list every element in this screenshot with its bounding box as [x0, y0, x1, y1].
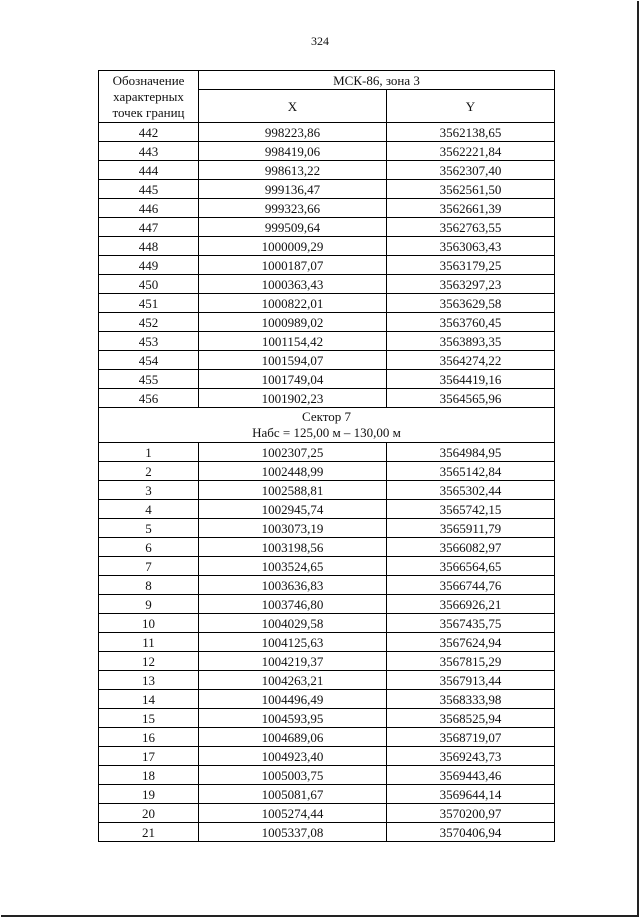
- y-value-cell: 3563063,43: [387, 237, 555, 256]
- x-value-cell: 1005081,67: [199, 785, 387, 804]
- coordinates-table: [98, 70, 555, 842]
- x-value-cell: 1005274,44: [199, 804, 387, 823]
- x-value-cell: 1003198,56: [199, 538, 387, 557]
- point-label-line-1: Обозначение: [112, 72, 185, 88]
- table-row: [99, 481, 555, 500]
- point-id-cell: 6: [99, 538, 199, 557]
- point-id-cell: 1: [99, 443, 199, 462]
- point-id-cell: 8: [99, 576, 199, 595]
- y-value-cell: 3562307,40: [387, 161, 555, 180]
- table-row: [99, 462, 555, 481]
- table-row: [99, 332, 555, 351]
- table-row: [99, 389, 555, 408]
- point-id-cell: 451: [99, 294, 199, 313]
- x-value-cell: 1004496,49: [199, 690, 387, 709]
- x-value-cell: 1002448,99: [199, 462, 387, 481]
- y-value-cell: 3564419,16: [387, 370, 555, 389]
- x-value-cell: 1003524,65: [199, 557, 387, 576]
- x-value-cell: 1004923,40: [199, 747, 387, 766]
- x-value-cell: 998419,06: [199, 142, 387, 161]
- coordinate-system-header: МСК-86, зона 3: [199, 71, 555, 90]
- y-value-cell: 3565742,15: [387, 500, 555, 519]
- point-id-cell: 454: [99, 351, 199, 370]
- table-row: [99, 595, 555, 614]
- table-row: [99, 180, 555, 199]
- x-value-cell: 1002307,25: [199, 443, 387, 462]
- table-row: [99, 728, 555, 747]
- table-row: [99, 237, 555, 256]
- x-value-cell: 999323,66: [199, 199, 387, 218]
- point-id-cell: 21: [99, 823, 199, 842]
- point-id-cell: 11: [99, 633, 199, 652]
- y-value-cell: 3564984,95: [387, 443, 555, 462]
- table-row: [99, 671, 555, 690]
- table-row: [99, 294, 555, 313]
- table-row: [99, 652, 555, 671]
- y-value-cell: 3567624,94: [387, 633, 555, 652]
- point-id-cell: 18: [99, 766, 199, 785]
- table-row: [99, 633, 555, 652]
- sector-title: Сектор 7: [301, 409, 351, 424]
- table-row: [99, 161, 555, 180]
- x-value-cell: 1004593,95: [199, 709, 387, 728]
- y-value-cell: 3563893,35: [387, 332, 555, 351]
- header-row-1: [99, 71, 555, 90]
- y-value-cell: 3562221,84: [387, 142, 555, 161]
- point-id-cell: 446: [99, 199, 199, 218]
- table-row: [99, 123, 555, 142]
- x-value-cell: 1002588,81: [199, 481, 387, 500]
- sector-row: [99, 408, 555, 443]
- y-column-header: Y: [387, 90, 555, 123]
- y-value-cell: 3567435,75: [387, 614, 555, 633]
- point-label-header: [99, 71, 199, 123]
- x-value-cell: 998613,22: [199, 161, 387, 180]
- point-id-cell: 456: [99, 389, 199, 408]
- table-row: [99, 256, 555, 275]
- point-id-cell: 17: [99, 747, 199, 766]
- point-id-cell: 13: [99, 671, 199, 690]
- y-value-cell: 3567913,44: [387, 671, 555, 690]
- point-id-cell: 10: [99, 614, 199, 633]
- table-row: [99, 614, 555, 633]
- point-id-cell: 3: [99, 481, 199, 500]
- y-value-cell: 3562138,65: [387, 123, 555, 142]
- x-value-cell: 1002945,74: [199, 500, 387, 519]
- table-row: [99, 142, 555, 161]
- point-id-cell: 7: [99, 557, 199, 576]
- x-value-cell: 1004689,06: [199, 728, 387, 747]
- table-row: [99, 823, 555, 842]
- table-row: [99, 576, 555, 595]
- y-value-cell: 3563179,25: [387, 256, 555, 275]
- point-id-cell: 20: [99, 804, 199, 823]
- x-value-cell: 1004125,63: [199, 633, 387, 652]
- y-value-cell: 3570200,97: [387, 804, 555, 823]
- y-value-cell: 3566926,21: [387, 595, 555, 614]
- y-value-cell: 3566082,97: [387, 538, 555, 557]
- rows-group-b: [99, 443, 555, 842]
- x-value-cell: 1005003,75: [199, 766, 387, 785]
- point-id-cell: 445: [99, 180, 199, 199]
- y-value-cell: 3567815,29: [387, 652, 555, 671]
- point-id-cell: 442: [99, 123, 199, 142]
- rows-group-a: [99, 123, 555, 408]
- y-value-cell: 3562661,39: [387, 199, 555, 218]
- y-value-cell: 3569644,14: [387, 785, 555, 804]
- y-value-cell: 3562561,50: [387, 180, 555, 199]
- point-id-cell: 15: [99, 709, 199, 728]
- table-row: [99, 747, 555, 766]
- x-value-cell: 1003746,80: [199, 595, 387, 614]
- table-row: [99, 370, 555, 389]
- x-column-header: X: [199, 90, 387, 123]
- y-value-cell: 3568525,94: [387, 709, 555, 728]
- x-value-cell: 1001154,42: [199, 332, 387, 351]
- table-row: [99, 500, 555, 519]
- point-id-cell: 448: [99, 237, 199, 256]
- y-value-cell: 3563629,58: [387, 294, 555, 313]
- y-value-cell: 3569243,73: [387, 747, 555, 766]
- x-value-cell: 1004263,21: [199, 671, 387, 690]
- point-id-cell: 452: [99, 313, 199, 332]
- point-id-cell: 455: [99, 370, 199, 389]
- x-value-cell: 1005337,08: [199, 823, 387, 842]
- x-value-cell: 1004029,58: [199, 614, 387, 633]
- y-value-cell: 3566744,76: [387, 576, 555, 595]
- x-value-cell: 1000009,29: [199, 237, 387, 256]
- point-id-cell: 5: [99, 519, 199, 538]
- x-value-cell: 1001749,04: [199, 370, 387, 389]
- point-id-cell: 16: [99, 728, 199, 747]
- table-row: [99, 557, 555, 576]
- table-row: [99, 804, 555, 823]
- x-value-cell: 1000989,02: [199, 313, 387, 332]
- y-value-cell: 3565911,79: [387, 519, 555, 538]
- point-label-line-3: точек границ: [112, 104, 185, 120]
- point-id-cell: 453: [99, 332, 199, 351]
- table-row: [99, 443, 555, 462]
- page-number: 324: [311, 34, 329, 48]
- x-value-cell: 1004219,37: [199, 652, 387, 671]
- x-value-cell: 1003073,19: [199, 519, 387, 538]
- sector-cell: [99, 408, 555, 443]
- point-id-cell: 19: [99, 785, 199, 804]
- y-value-cell: 3568333,98: [387, 690, 555, 709]
- x-value-cell: 999509,64: [199, 218, 387, 237]
- table-row: [99, 785, 555, 804]
- point-id-cell: 12: [99, 652, 199, 671]
- y-value-cell: 3564274,22: [387, 351, 555, 370]
- x-value-cell: 1001594,07: [199, 351, 387, 370]
- table-row: [99, 709, 555, 728]
- point-id-cell: 444: [99, 161, 199, 180]
- x-value-cell: 1001902,23: [199, 389, 387, 408]
- table-row: [99, 351, 555, 370]
- y-value-cell: 3563760,45: [387, 313, 555, 332]
- y-value-cell: 3570406,94: [387, 823, 555, 842]
- point-id-cell: 450: [99, 275, 199, 294]
- y-value-cell: 3566564,65: [387, 557, 555, 576]
- y-value-cell: 3563297,23: [387, 275, 555, 294]
- y-value-cell: 3564565,96: [387, 389, 555, 408]
- y-value-cell: 3565302,44: [387, 481, 555, 500]
- x-value-cell: 999136,47: [199, 180, 387, 199]
- sector-height: Набс = 125,00 м – 130,00 м: [252, 425, 401, 440]
- point-id-cell: 443: [99, 142, 199, 161]
- x-value-cell: 1003636,83: [199, 576, 387, 595]
- y-value-cell: 3565142,84: [387, 462, 555, 481]
- x-value-cell: 1000187,07: [199, 256, 387, 275]
- point-label-line-2: характерных: [113, 88, 184, 104]
- x-value-cell: 1000363,43: [199, 275, 387, 294]
- point-id-cell: 14: [99, 690, 199, 709]
- table-row: [99, 218, 555, 237]
- x-value-cell: 998223,86: [199, 123, 387, 142]
- table-row: [99, 538, 555, 557]
- point-id-cell: 2: [99, 462, 199, 481]
- table-row: [99, 519, 555, 538]
- y-value-cell: 3562763,55: [387, 218, 555, 237]
- table-row: [99, 766, 555, 785]
- table-row: [99, 313, 555, 332]
- y-value-cell: 3569443,46: [387, 766, 555, 785]
- x-value-cell: 1000822,01: [199, 294, 387, 313]
- point-id-cell: 9: [99, 595, 199, 614]
- table-row: [99, 199, 555, 218]
- point-id-cell: 449: [99, 256, 199, 275]
- point-id-cell: 447: [99, 218, 199, 237]
- table-row: [99, 690, 555, 709]
- point-id-cell: 4: [99, 500, 199, 519]
- table-row: [99, 275, 555, 294]
- y-value-cell: 3568719,07: [387, 728, 555, 747]
